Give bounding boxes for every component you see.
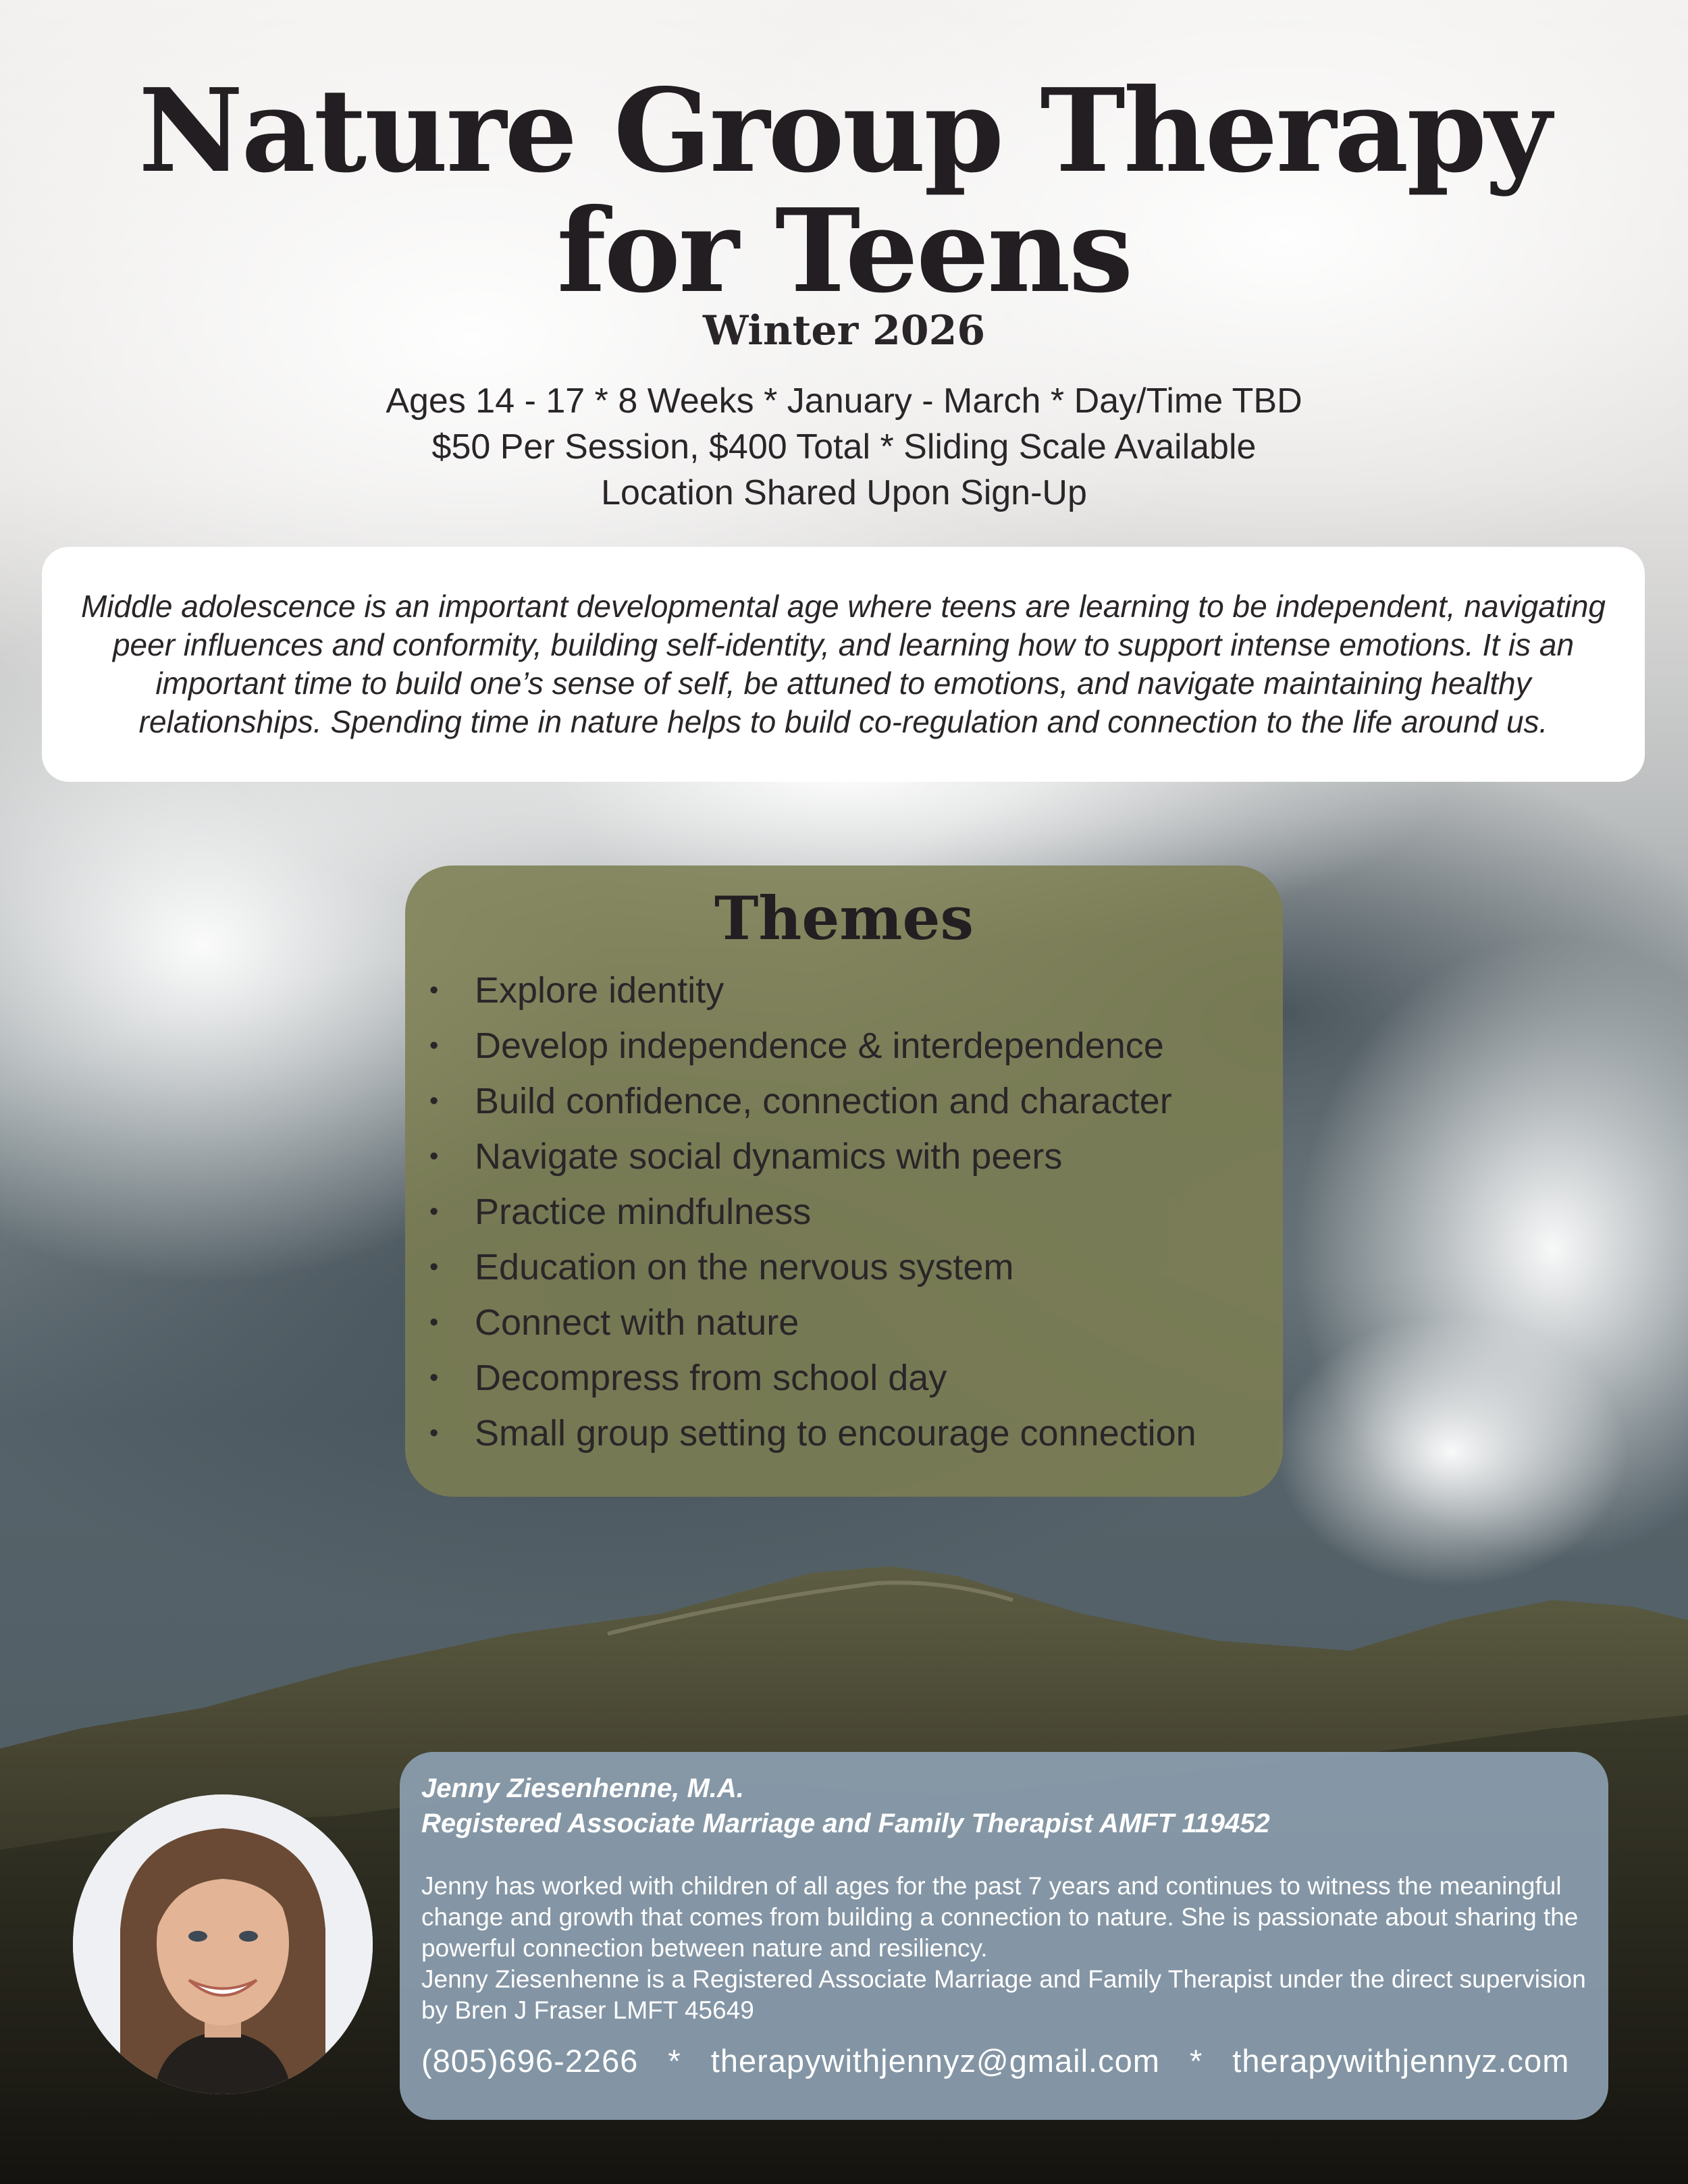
themes-list (405, 963, 1283, 1461)
theme-item: • Decompress from school day (424, 1350, 1283, 1406)
bio-paragraph-2: Jenny Ziesenhenne is a Registered Associate Marriage and Family Therapist under the direct supervision by Bren J Fraser LMFT 45649 (421, 1965, 1586, 2024)
program-info (0, 378, 1688, 516)
intro-card (42, 547, 1645, 782)
theme-item: • Practice mindfulness (424, 1184, 1283, 1240)
page-title (0, 63, 1688, 319)
therapist-photo (73, 1794, 373, 2094)
therapist-bio-card (400, 1752, 1608, 2120)
contact-separator: * (1189, 2043, 1203, 2079)
theme-item: • Develop independence & interdependence (424, 1018, 1283, 1073)
info-line-pricing: $50 Per Session, $400 Total * Sliding Scale Available (431, 427, 1257, 467)
theme-item: • Navigate social dynamics with peers (424, 1129, 1283, 1184)
title-line-1: Nature Group Therapy (138, 63, 1550, 198)
theme-item: • Education on the nervous system (424, 1240, 1283, 1295)
themes-card (405, 865, 1283, 1497)
bio-text (421, 1871, 1588, 2026)
theme-item: • Build confidence, connection and character (424, 1073, 1283, 1129)
theme-item: • Connect with nature (424, 1295, 1283, 1350)
email-link[interactable]: therapywithjennyz@gmail.com (710, 2043, 1160, 2079)
therapist-name: Jenny Ziesenhenne, M.A. (421, 1774, 744, 1803)
portrait-illustration (73, 1794, 373, 2094)
phone-number[interactable]: (805)696-2266 (421, 2043, 639, 2079)
therapist-credential: Registered Associate Marriage and Family Therapist AMFT 119452 (421, 1809, 1270, 1838)
info-line-location: Location Shared Upon Sign-Up (601, 473, 1087, 512)
website-link[interactable]: therapywithjennyz.com (1232, 2043, 1570, 2079)
theme-item: • Small group setting to encourage connection (424, 1406, 1283, 1461)
bio-paragraph-1: Jenny has worked with children of all ages for the past 7 years and continues to witness the meaningful change and growth that comes from building a connection to nature. She is passionate about sharing the powerful connection between nature and resiliency. (421, 1872, 1579, 1962)
title-line-2: for Teens (556, 184, 1132, 319)
intro-text: Middle adolescence is an important developmental age where teens are learning to be independent, navigating peer influences and conformity, building self-identity, and learning how to support intense emotions. It is an important time to build one’s sense of self, be attuned to emotions, and navigate maintaining healthy relationships. Spending time in nature helps to build co-regulation and connection to the life around us. (80, 589, 1606, 739)
contact-line (421, 2042, 1588, 2079)
contact-separator: * (668, 2043, 681, 2079)
themes-title: Themes (714, 883, 974, 953)
theme-item: • Explore identity (424, 963, 1283, 1018)
season-label: Winter 2026 (702, 307, 986, 354)
info-line-ages-schedule: Ages 14 - 17 * 8 Weeks * January - March * Day/Time TBD (386, 381, 1302, 421)
